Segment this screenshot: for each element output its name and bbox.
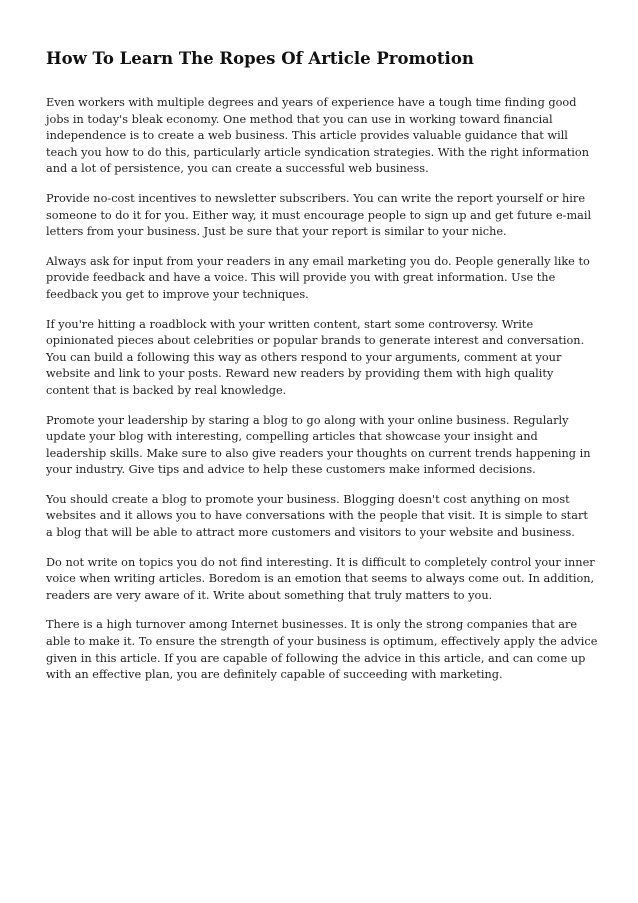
paragraph-intro: Even workers with multiple degrees and years of experience have a tough time finding good jobs in today's bleak economy. One method that you can use in working toward financial independence is to create a web business. This article provides valuable guidance that will teach you how to do this, particularly article syndication strategies. With the right information and a lot of persistence, you can create a successful web business. (46, 96, 589, 176)
paragraph-controversy: If you're hitting a roadblock with your written content, start some controversy. Write opinionated pieces about celebrities or popular brands to generate interest and conversation. You can build a following this way as others respond to your arguments, comment at your website and link to your posts. Reward new readers by providing them with high quality content that is backed by real knowledge. (46, 317, 585, 397)
paragraph-reader-feedback: Always ask for input from your readers in any email marketing you do. People generally like to provide feedback and have a voice. This will provide you with great information. Use the feedback you get to improve your techniques. (46, 254, 590, 301)
paragraph-create-blog: You should create a blog to promote your business. Blogging doesn't cost anything on most websites and it allows you to have conversations with the people that visit. It is simple to start a blog that will be able to attract more customers and visitors to your website and business. (46, 492, 588, 540)
paragraph-interesting-topics: Do not write on topics you do not find interesting. It is difficult to completely control your inner voice when writing articles. Boredom is an emotion that seems to always come out. In addition, readers are very aware of it. Write about something that truly matters to you. (46, 555, 595, 602)
paragraph-leadership-blog: Promote your leadership by staring a blog to go along with your online business. Regularly update your blog with interesting, compelling articles that showcase your insight and leadership skills. Make sure to also give readers your thoughts on current trends happening in your industry. Give tips and advice to help these customers make informed decisions. (46, 413, 591, 477)
paragraph-newsletter-incentives: Provide no-cost incentives to newsletter subscribers. You can write the report yourself or hire someone to do it for you. Either way, it must encourage people to sign up and get future e-mail letters from your business. Just be sure that your report is similar to your niche. (46, 191, 592, 239)
paragraph-conclusion: There is a high turnover among Internet businesses. It is only the strong companies that are able to make it. To ensure the strength of your business is optimum, effectively apply the advice given in this article. If you are capable of following the advice in this article, and can come up with an effective plan, you are definitely capable of succeeding with marketing. (46, 618, 598, 682)
page-title: How To Learn The Ropes Of Article Promotion (46, 49, 474, 68)
